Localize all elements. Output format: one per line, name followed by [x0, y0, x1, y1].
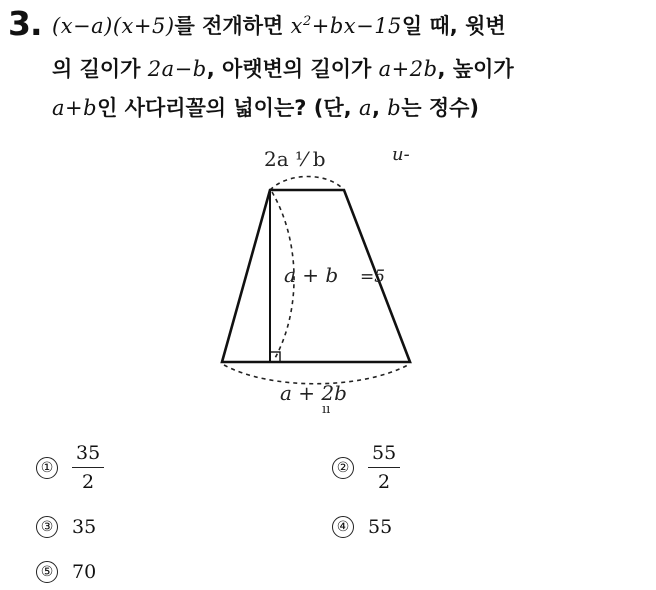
bottom-base-expression: a+2b — [378, 57, 438, 81]
top-base-label: 2a ⅟ b — [264, 147, 326, 171]
question-text: 의 길이가 — [52, 57, 148, 81]
question-text: , 아랫변의 길이가 — [206, 57, 379, 81]
comma: , — [371, 96, 388, 120]
top-dashed-arc — [270, 177, 344, 191]
choice-4[interactable] — [332, 516, 392, 538]
question-line-1 — [52, 12, 506, 40]
question-line-3 — [52, 94, 479, 122]
choice-3[interactable] — [36, 516, 96, 538]
choice-value: 55 — [368, 516, 393, 538]
bottom-base-label: a + 2b — [280, 381, 347, 405]
question-text: 는 정수) — [401, 96, 479, 120]
top-base-expression: 2a−b — [147, 57, 207, 81]
denominator: 2 — [378, 471, 391, 493]
choice-5[interactable] — [36, 561, 96, 583]
question-number: 3. — [8, 4, 42, 43]
choice-marker: ④ — [332, 516, 354, 538]
numerator: 35 — [72, 442, 104, 468]
height-scribble: =5 — [360, 267, 386, 287]
bottom-scribble: ıı — [322, 402, 331, 415]
question-text: , 높이가 — [437, 57, 514, 81]
choice-1[interactable] — [36, 442, 104, 493]
question-text: 인 사다리꼴의 넓이는? (단, — [97, 96, 359, 120]
variable-a: a — [358, 96, 372, 120]
side-scribble: u- — [392, 144, 410, 165]
choice-marker: ③ — [36, 516, 58, 538]
choice-value: 35 — [72, 516, 97, 538]
denominator: 2 — [82, 471, 95, 493]
choice-2[interactable] — [332, 442, 400, 493]
choice-marker: ⑤ — [36, 561, 58, 583]
choice-value: 70 — [72, 561, 97, 583]
height-expression: a+b — [52, 96, 98, 120]
question-text: 를 전개하면 — [174, 14, 291, 38]
expanded-expression: (x−a)(x+5) — [52, 14, 175, 38]
numerator: 55 — [368, 442, 400, 468]
choice-marker: ② — [332, 457, 354, 479]
fraction — [72, 442, 104, 493]
fraction — [368, 442, 400, 493]
trapezoid-figure — [200, 140, 460, 415]
question-text: 일 때, 윗변 — [401, 14, 506, 38]
variable-b: b — [387, 96, 402, 120]
choice-marker: ① — [36, 457, 58, 479]
height-label: a + b — [284, 263, 339, 287]
polynomial: $x^2+bx-15$ — [290, 14, 402, 38]
question-line-2 — [52, 55, 514, 83]
